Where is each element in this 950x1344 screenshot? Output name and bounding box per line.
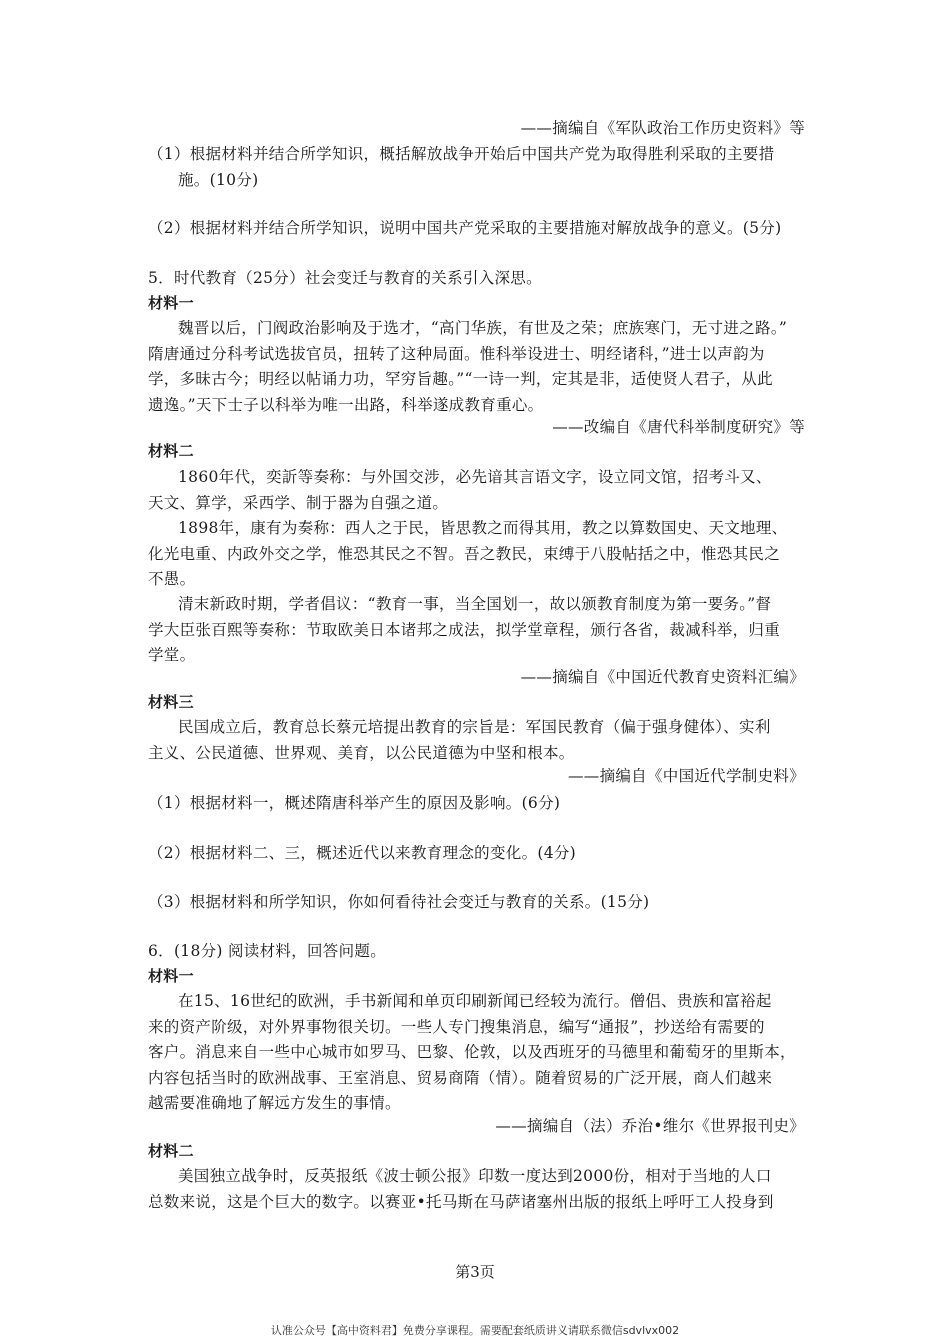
material-text: 学，多昧古今；明经以帖诵力功，罕穷旨趣。”“一诗一判，定其是非，适使贤人君子，从此	[148, 370, 773, 388]
question-text: （2）根据材料并结合所学知识，说明中国共产党采取的主要措施对解放战争的意义。(5分)	[148, 219, 782, 237]
material-text: 魏晋以后，门阀政治影响及于选才，“高门华族，有世及之荣；庶族寒门，无寸进之路。”	[178, 319, 788, 337]
footer-notice: 认准公众号【高中资料君】免费分享课程。需要配套纸质讲义请联系微信sdvlvx002	[270, 1324, 680, 1337]
question-heading: 5．时代教育（25分）社会变迁与教育的关系引入深思。	[148, 269, 542, 287]
material-text: 1898年，康有为奏称：西人之于民，皆思教之而得其用，教之以算数国史、天文地理、	[178, 519, 788, 537]
question-heading: 6．(18分) 阅读材料，回答问题。	[148, 942, 387, 960]
source-citation: ——摘编自《中国近代学制史料》	[567, 767, 805, 785]
question-text: 施。(10分)	[178, 171, 259, 189]
question-text: （3）根据材料和所学知识，你如何看待社会变迁与教育的关系。(15分)	[148, 893, 650, 911]
material-text: 内容包括当时的欧洲战事、王室消息、贸易商隋（情）。随着贸易的广泛开展，商人们越来	[148, 1069, 773, 1087]
material-label: 材料一	[148, 294, 194, 312]
material-text: 美国独立战争时，反英报纸《波士顿公报》印数一度达到2000份，相对于当地的人口	[178, 1167, 772, 1185]
material-text: 清末新政时期，学者倡议：“教育一事，当全国划一，故以颁教育制度为第一要务。”督	[178, 595, 772, 613]
material-text: 客户。消息来自一些中心城市如罗马、巴黎、伦敦，以及西班牙的马德里和葡萄牙的里斯本，	[148, 1043, 796, 1061]
material-text: 1860年代，奕訢等奏称：与外国交涉，必先谙其言语文字，设立同文馆，招考斗又、	[178, 468, 772, 486]
material-text: 总数来说，这是个巨大的数字。以赛亚•托马斯在马萨诸塞州出版的报纸上呼吁工人投身到	[148, 1193, 774, 1211]
material-text: 在15、16世纪的欧洲，手书新闻和单页印刷新闻已经较为流行。僧侣、贵族和富裕起	[178, 992, 772, 1010]
material-text: 隋唐通过分科考试选拔官员，扭转了这种局面。惟科举设进士、明经诸科，”进士以声韵为	[148, 345, 765, 363]
material-text: 学大臣张百熙等奏称：节取欧美日本诸邦之成法，拟学堂章程，颁行各省，裁减科举，归重	[148, 621, 781, 639]
question-text: （1）根据材料一，概述隋唐科举产生的原因及影响。(6分)	[148, 794, 561, 812]
question-text: （1）根据材料并结合所学知识，概括解放战争开始后中国共产党为取得胜利采取的主要措	[148, 145, 775, 163]
material-text: 天文、算学，采西学、制于器为自强之道。	[148, 494, 449, 512]
material-text: 主义、公民道德、世界观、美育，以公民道德为中坚和根本。	[148, 744, 575, 762]
source-citation: ——摘编自《中国近代教育史资料汇编》	[520, 668, 805, 686]
page-number: 第3页	[455, 1263, 495, 1281]
material-text: 化光电重、内政外交之学，惟恐其民之不智。吾之教民，束缚于八股帖括之中，惟恐其民之	[148, 545, 781, 563]
source-citation: ——摘编自《军队政治工作历史资料》等	[520, 119, 805, 137]
material-label: 材料二	[148, 1142, 194, 1160]
material-text: 遗逸。”天下士子以科举为唯一出路，科举遂成教育重心。	[148, 396, 544, 414]
material-text: 民国成立后，教育总长蔡元培提出教育的宗旨是：军国民教育（偏于强身健体）、实利	[178, 718, 771, 736]
question-text: （2）根据材料二、三，概述近代以来教育理念的变化。(4分)	[148, 844, 577, 862]
material-label: 材料二	[148, 442, 194, 460]
material-text: 越需要准确地了解远方发生的事情。	[148, 1094, 401, 1112]
material-label: 材料一	[148, 967, 194, 985]
material-text: 来的资产阶级，对外界事物很关切。一些人专门搜集消息，编写“通报”，抄送给有需要的	[148, 1018, 765, 1036]
material-text: 不愚。	[148, 570, 196, 588]
material-label: 材料三	[148, 693, 194, 711]
source-citation: ——摘编自（法）乔治•维尔《世界报刊史》	[495, 1117, 805, 1135]
material-text: 学堂。	[148, 646, 196, 664]
source-citation: ——改编自《唐代科举制度研究》等	[552, 418, 805, 436]
